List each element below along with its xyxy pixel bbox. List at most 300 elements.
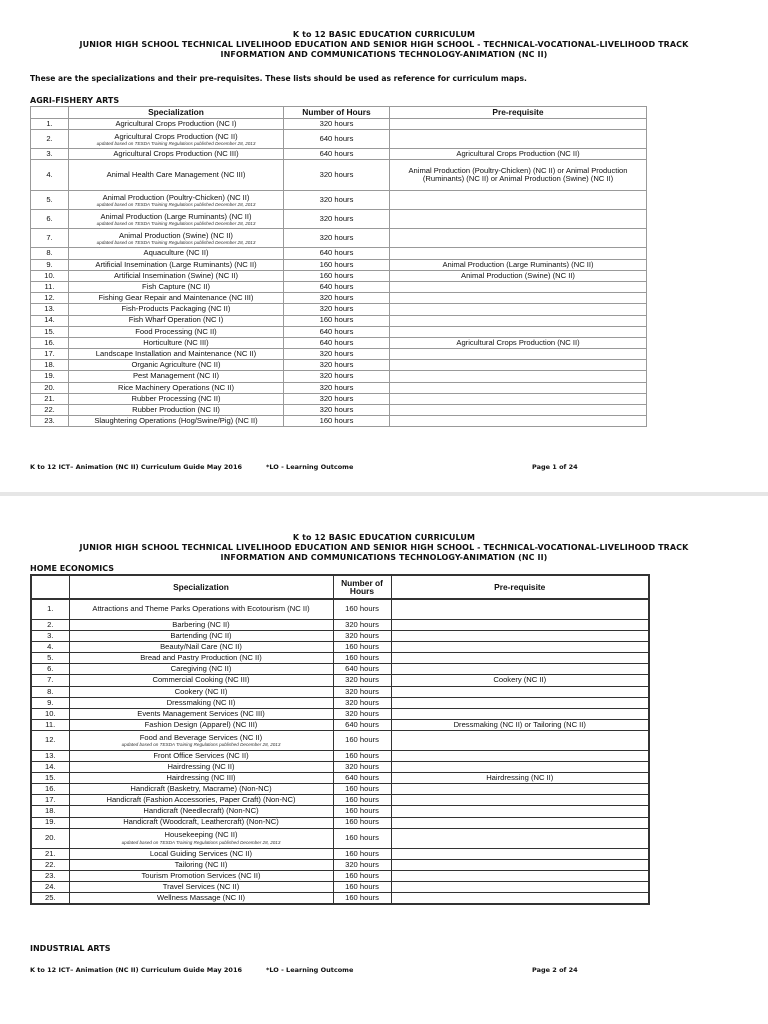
header-line-2: JUNIOR HIGH SCHOOL TECHNICAL LIVELIHOOD EDUCATION AND SENIOR HIGH SCHOOL - TECHNICAL-VOCATIONAL-LIVELIHOOD TRACK	[79, 543, 689, 552]
specialization-cell	[69, 382, 284, 393]
prereq-cell	[391, 686, 649, 697]
table-row	[31, 806, 649, 817]
specialization-cell	[69, 881, 333, 892]
specialization-name: Fish Wharf Operation (NC I)	[128, 315, 224, 325]
specialization-cell	[69, 750, 333, 761]
specialization-cell	[69, 719, 333, 730]
hours-cell: 160 hours	[284, 259, 390, 270]
table-row	[31, 293, 647, 304]
specialization-cell	[69, 371, 284, 382]
prereq-cell	[391, 642, 649, 653]
specialization-name: Hairdressing (NC III)	[166, 773, 236, 783]
prereq-cell	[390, 416, 647, 427]
table-row	[31, 848, 649, 859]
prereq-cell: Agricultural Crops Production (NC II)	[390, 337, 647, 348]
row-number: 17.	[31, 349, 69, 360]
home-table	[30, 574, 650, 905]
row-number: 12.	[31, 293, 69, 304]
hours-cell: 160 hours	[333, 730, 391, 750]
hours-cell: 640 hours	[284, 326, 390, 337]
specialization-name: Dressmaking (NC II)	[166, 697, 236, 707]
table-row	[31, 371, 647, 382]
table-row	[31, 349, 647, 360]
table-row	[31, 784, 649, 795]
table-row	[31, 773, 649, 784]
table-row	[31, 795, 649, 806]
specialization-name: Food Processing (NC II)	[135, 326, 217, 336]
table-row	[31, 149, 647, 160]
row-number: 13.	[31, 304, 69, 315]
specialization-cell	[69, 708, 333, 719]
specialization-cell	[69, 828, 333, 848]
specialization-cell	[69, 337, 284, 348]
prereq-cell	[390, 371, 647, 382]
prereq-cell	[390, 281, 647, 292]
specialization-name: Rubber Processing (NC II)	[131, 393, 221, 403]
hours-cell: 160 hours	[333, 795, 391, 806]
prereq-cell	[390, 248, 647, 259]
table-row	[31, 259, 647, 270]
row-number: 12.	[31, 730, 69, 750]
hours-cell: 320 hours	[284, 119, 390, 130]
row-number: 20.	[31, 382, 69, 393]
row-number: 11.	[31, 719, 69, 730]
specialization-name: Fish-Products Packaging (NC II)	[121, 304, 231, 314]
prereq-cell	[390, 130, 647, 149]
hours-cell: 320 hours	[284, 229, 390, 248]
row-number: 16.	[31, 784, 69, 795]
hours-cell: 320 hours	[284, 405, 390, 416]
hours-cell: 640 hours	[284, 149, 390, 160]
footer-guide-1: K to 12 ICT– Animation (NC II) Curriculum Guide May 2016	[30, 463, 242, 471]
specialization-cell	[69, 270, 284, 281]
table-row	[31, 828, 649, 848]
prereq-cell	[390, 210, 647, 229]
page-1	[0, 0, 768, 496]
prereq-cell	[391, 599, 649, 620]
specialization-cell	[69, 686, 333, 697]
specialization-name: Handicraft (Basketry, Macrame) (Non-NC)	[130, 784, 272, 794]
table-row	[31, 870, 649, 881]
table-row	[31, 360, 647, 371]
hours-cell: 160 hours	[333, 653, 391, 664]
specialization-cell	[69, 859, 333, 870]
table-row	[31, 675, 649, 686]
specialization-name: Artificial Insemination (Swine) (NC II)	[113, 270, 239, 280]
hours-cell: 320 hours	[284, 382, 390, 393]
table-row	[31, 686, 649, 697]
row-number: 6.	[31, 664, 69, 675]
prereq-cell	[390, 304, 647, 315]
hours-cell: 320 hours	[284, 349, 390, 360]
col-prereq: Pre-requisite	[390, 107, 647, 119]
specialization-cell	[69, 730, 333, 750]
table-row	[31, 337, 647, 348]
specialization-name: Landscape Installation and Maintenance (NC II)	[95, 349, 257, 359]
hours-cell: 160 hours	[284, 416, 390, 427]
prereq-cell: Hairdressing (NC II)	[391, 773, 649, 784]
prereq-cell	[391, 762, 649, 773]
footer-page-1: Page 1 of 24	[532, 463, 578, 471]
row-number: 3.	[31, 149, 69, 160]
specialization-name: Animal Production (Large Ruminants) (NC II)	[100, 211, 252, 221]
specialization-cell	[69, 119, 284, 130]
specialization-cell	[69, 160, 284, 191]
row-number: 1.	[31, 599, 69, 620]
col-prereq: Pre-requisite	[391, 575, 649, 599]
hours-cell: 160 hours	[333, 784, 391, 795]
specialization-cell	[69, 773, 333, 784]
row-number: 17.	[31, 795, 69, 806]
row-number: 13.	[31, 750, 69, 761]
specialization-cell	[69, 326, 284, 337]
row-number: 2.	[31, 130, 69, 149]
specialization-name: Food and Beverage Services (NC II)	[139, 732, 263, 742]
row-number: 8.	[31, 248, 69, 259]
specialization-name: Agricultural Crops Production (NC I)	[115, 118, 237, 128]
prereq-cell	[390, 229, 647, 248]
row-number: 22.	[31, 859, 69, 870]
table-row	[31, 653, 649, 664]
specialization-cell	[69, 349, 284, 360]
specialization-cell	[69, 642, 333, 653]
table-row	[31, 405, 647, 416]
table-row	[31, 210, 647, 229]
specialization-cell	[69, 191, 284, 210]
specialization-name: Aquaculture (NC II)	[143, 248, 209, 258]
row-number: 9.	[31, 259, 69, 270]
prereq-cell	[391, 870, 649, 881]
row-number: 7.	[31, 675, 69, 686]
specialization-name: Animal Health Care Management (NC III)	[106, 170, 246, 180]
specialization-cell	[69, 149, 284, 160]
hours-cell: 320 hours	[333, 675, 391, 686]
header-line-1: K to 12 BASIC EDUCATION CURRICULUM	[292, 533, 476, 542]
specialization-name: Caregiving (NC II)	[170, 664, 232, 674]
table-row	[31, 382, 647, 393]
table-row	[31, 130, 647, 149]
row-number: 18.	[31, 360, 69, 371]
prereq-cell	[391, 817, 649, 828]
table-row	[31, 270, 647, 281]
specialization-name: Bread and Pastry Production (NC II)	[140, 653, 262, 663]
specialization-name: Tailoring (NC II)	[174, 859, 228, 869]
prereq-cell	[391, 892, 649, 904]
header-line-1: K to 12 BASIC EDUCATION CURRICULUM	[292, 30, 476, 39]
specialization-cell	[69, 697, 333, 708]
table-row	[31, 191, 647, 210]
specialization-name: Wellness Massage (NC II)	[156, 892, 246, 902]
update-note: updated based on TESDA Training Regulations published December 28, 2013	[121, 839, 281, 845]
prereq-cell	[391, 664, 649, 675]
hours-cell: 160 hours	[333, 642, 391, 653]
row-number: 23.	[31, 416, 69, 427]
table-row	[31, 664, 649, 675]
hours-cell: 320 hours	[284, 293, 390, 304]
table-row	[31, 620, 649, 631]
specialization-cell	[69, 870, 333, 881]
hours-cell: 320 hours	[333, 762, 391, 773]
row-number: 25.	[31, 892, 69, 904]
hours-cell: 640 hours	[284, 248, 390, 259]
specialization-name: Events Management Services (NC III)	[137, 708, 265, 718]
specialization-name: Cookery (NC II)	[174, 686, 228, 696]
hours-cell: 320 hours	[333, 686, 391, 697]
footer-page-2: Page 2 of 24	[532, 966, 578, 974]
prereq-cell	[391, 881, 649, 892]
update-note: updated based on TESDA Training Regulations published December 28, 2013	[121, 742, 281, 748]
row-number: 10.	[31, 708, 69, 719]
specialization-name: Fishing Gear Repair and Maintenance (NC III)	[98, 293, 254, 303]
prereq-cell	[390, 191, 647, 210]
specialization-cell	[69, 405, 284, 416]
specialization-name: Agricultural Crops Production (NC II)	[114, 131, 238, 141]
specialization-cell	[69, 664, 333, 675]
hours-cell: 160 hours	[284, 315, 390, 326]
row-number: 8.	[31, 686, 69, 697]
row-number: 14.	[31, 315, 69, 326]
prereq-cell: Animal Production (Large Ruminants) (NC II)	[390, 259, 647, 270]
specialization-name: Artificial Insemination (Large Ruminants) (NC II)	[95, 259, 257, 269]
hours-cell: 320 hours	[284, 210, 390, 229]
prereq-cell	[390, 293, 647, 304]
prereq-cell	[391, 795, 649, 806]
specialization-name: Fish Capture (NC II)	[142, 281, 210, 291]
specialization-name: Beauty/Nail Care (NC II)	[160, 642, 242, 652]
hours-cell: 640 hours	[284, 281, 390, 292]
row-number: 24.	[31, 881, 69, 892]
specialization-name: Handicraft (Woodcraft, Leathercraft) (Non-NC)	[123, 817, 279, 827]
prereq-cell	[391, 697, 649, 708]
table-row	[31, 160, 647, 191]
table-row	[31, 719, 649, 730]
specialization-cell	[69, 393, 284, 404]
prereq-cell	[390, 349, 647, 360]
specialization-cell	[69, 281, 284, 292]
prereq-cell	[390, 405, 647, 416]
prereq-cell: Cookery (NC II)	[391, 675, 649, 686]
prereq-cell	[391, 631, 649, 642]
prereq-cell	[391, 784, 649, 795]
specialization-cell	[69, 848, 333, 859]
hours-cell: 320 hours	[333, 697, 391, 708]
specialization-cell	[69, 784, 333, 795]
table-row	[31, 750, 649, 761]
prereq-cell	[390, 315, 647, 326]
update-note: updated based on TESDA Training Regulations published December 28, 2013	[96, 201, 256, 207]
hours-cell: 320 hours	[284, 393, 390, 404]
row-number: 21.	[31, 393, 69, 404]
document-header-2	[0, 533, 768, 563]
specialization-cell	[69, 631, 333, 642]
specialization-name: Commercial Cooking (NC III)	[152, 675, 250, 685]
prereq-cell	[391, 708, 649, 719]
table-row	[31, 416, 647, 427]
row-number: 19.	[31, 817, 69, 828]
prereq-cell	[390, 326, 647, 337]
row-number: 10.	[31, 270, 69, 281]
specialization-name: Travel Services (NC II)	[162, 881, 240, 891]
table-row	[31, 248, 647, 259]
prereq-cell	[390, 382, 647, 393]
hours-cell: 320 hours	[284, 160, 390, 191]
prereq-cell	[390, 393, 647, 404]
hours-cell: 320 hours	[333, 708, 391, 719]
hours-cell: 160 hours	[333, 892, 391, 904]
row-number: 15.	[31, 773, 69, 784]
specialization-cell	[69, 130, 284, 149]
specialization-cell	[69, 248, 284, 259]
prereq-cell	[391, 859, 649, 870]
row-number: 19.	[31, 371, 69, 382]
table-row	[31, 708, 649, 719]
table-row	[31, 281, 647, 292]
hours-cell: 640 hours	[333, 719, 391, 730]
specialization-name: Horticulture (NC III)	[143, 337, 209, 347]
table-row	[31, 881, 649, 892]
table-row	[31, 697, 649, 708]
footer-guide-2: K to 12 ICT– Animation (NC II) Curriculum Guide May 2016	[30, 966, 242, 974]
row-number: 7.	[31, 229, 69, 248]
prereq-cell	[391, 806, 649, 817]
section-title-home: HOME ECONOMICS	[30, 564, 115, 573]
prereq-cell	[391, 620, 649, 631]
document-header	[0, 30, 768, 60]
row-number: 4.	[31, 642, 69, 653]
hours-cell: 640 hours	[284, 337, 390, 348]
table-row	[31, 730, 649, 750]
table-row	[31, 642, 649, 653]
hours-cell: 160 hours	[333, 828, 391, 848]
prereq-cell: Dressmaking (NC II) or Tailoring (NC II)	[391, 719, 649, 730]
specialization-name: Attractions and Theme Parks Operations with Ecotourism (NC II)	[92, 604, 310, 614]
specialization-cell	[69, 892, 333, 904]
specialization-cell	[69, 762, 333, 773]
prereq-cell: Animal Production (Poultry-Chicken) (NC II) or Animal Production (Ruminants) (NC II) or Animal Production (Swine) (NC II)	[390, 160, 647, 191]
table-row	[31, 859, 649, 870]
hours-cell: 320 hours	[284, 304, 390, 315]
row-number: 11.	[31, 281, 69, 292]
prereq-cell	[390, 360, 647, 371]
specialization-cell	[69, 675, 333, 686]
prereq-cell	[391, 848, 649, 859]
prereq-cell	[390, 119, 647, 130]
prereq-cell: Animal Production (Swine) (NC II)	[390, 270, 647, 281]
col-specialization: Specialization	[69, 575, 333, 599]
row-number: 18.	[31, 806, 69, 817]
update-note: updated based on TESDA Training Regulations published December 28, 2013	[96, 140, 256, 146]
table-row	[31, 326, 647, 337]
row-number: 1.	[31, 119, 69, 130]
row-number: 23.	[31, 870, 69, 881]
specialization-cell	[69, 620, 333, 631]
specialization-name: Front Office Services (NC II)	[153, 750, 249, 760]
specialization-name: Housekeeping (NC II)	[164, 830, 238, 840]
hours-cell: 320 hours	[333, 859, 391, 870]
specialization-name: Rubber Production (NC II)	[132, 404, 220, 414]
specialization-cell	[69, 653, 333, 664]
specialization-cell	[69, 795, 333, 806]
prereq-cell	[391, 828, 649, 848]
header-line-2: JUNIOR HIGH SCHOOL TECHNICAL LIVELIHOOD EDUCATION AND SENIOR HIGH SCHOOL - TECHNICAL-VOCATIONAL-LIVELIHOOD TRACK	[79, 40, 689, 49]
specialization-cell	[69, 599, 333, 620]
col-specialization: Specialization	[69, 107, 284, 119]
prereq-cell: Agricultural Crops Production (NC II)	[390, 149, 647, 160]
hours-cell: 640 hours	[284, 130, 390, 149]
footer-lo-1: *LO - Learning Outcome	[266, 463, 354, 471]
specialization-cell	[69, 360, 284, 371]
specialization-name: Fashion Design (Apparel) (NC III)	[144, 719, 258, 729]
row-number: 5.	[31, 191, 69, 210]
specialization-cell	[69, 304, 284, 315]
table-row	[31, 304, 647, 315]
intro-text: These are the specializations and their pre-requisites. These lists should be used as reference for curriculum maps.	[30, 74, 527, 83]
hours-cell: 160 hours	[333, 817, 391, 828]
update-note: updated based on TESDA Training Regulations published December 28, 2013	[96, 220, 256, 226]
hours-cell: 320 hours	[333, 631, 391, 642]
footer-lo-2: *LO - Learning Outcome	[266, 966, 354, 974]
row-number: 21.	[31, 848, 69, 859]
specialization-name: Agricultural Crops Production (NC III)	[113, 149, 239, 159]
specialization-name: Pest Management (NC II)	[132, 371, 220, 381]
hours-cell: 640 hours	[333, 773, 391, 784]
row-number: 14.	[31, 762, 69, 773]
hours-cell: 160 hours	[284, 270, 390, 281]
specialization-name: Organic Agriculture (NC II)	[131, 360, 221, 370]
specialization-cell	[69, 259, 284, 270]
specialization-name: Hairdressing (NC II)	[167, 761, 235, 771]
specialization-name: Animal Production (Poultry-Chicken) (NC II)	[102, 192, 250, 202]
specialization-cell	[69, 293, 284, 304]
header-line-3: INFORMATION AND COMMUNICATIONS TECHNOLOGY-ANIMATION (NC II)	[220, 50, 548, 59]
agri-table	[30, 106, 647, 427]
hours-cell: 320 hours	[284, 191, 390, 210]
specialization-name: Rice Machinery Operations (NC II)	[117, 382, 235, 392]
specialization-cell	[69, 817, 333, 828]
table-row	[31, 229, 647, 248]
table-row	[31, 119, 647, 130]
specialization-name: Slaughtering Operations (Hog/Swine/Pig) (NC II)	[94, 416, 258, 426]
specialization-name: Handicraft (Fashion Accessories, Paper Craft) (Non-NC)	[106, 795, 296, 805]
row-number: 20.	[31, 828, 69, 848]
hours-cell: 160 hours	[333, 870, 391, 881]
row-number: 6.	[31, 210, 69, 229]
hours-cell: 160 hours	[333, 848, 391, 859]
table-row	[31, 631, 649, 642]
row-number: 3.	[31, 631, 69, 642]
specialization-name: Animal Production (Swine) (NC II)	[119, 230, 233, 240]
specialization-name: Tourism Promotion Services (NC II)	[141, 870, 261, 880]
specialization-name: Bartending (NC II)	[170, 631, 232, 641]
row-number: 5.	[31, 653, 69, 664]
specialization-cell	[69, 210, 284, 229]
section-title-industrial: INDUSTRIAL ARTS	[30, 944, 111, 953]
hours-cell: 160 hours	[333, 806, 391, 817]
header-line-3: INFORMATION AND COMMUNICATIONS TECHNOLOGY-ANIMATION (NC II)	[220, 553, 548, 562]
hours-cell: 160 hours	[333, 881, 391, 892]
section-title-agri: AGRI-FISHERY ARTS	[30, 96, 120, 105]
update-note: updated based on TESDA Training Regulations published December 28, 2013	[96, 239, 256, 245]
page-2	[0, 496, 768, 1024]
specialization-cell	[69, 416, 284, 427]
table-row	[31, 315, 647, 326]
table-row	[31, 817, 649, 828]
specialization-name: Local Guiding Services (NC II)	[149, 848, 253, 858]
hours-cell: 320 hours	[333, 620, 391, 631]
hours-cell: 160 hours	[333, 750, 391, 761]
col-hours: Number of Hours	[333, 575, 391, 599]
row-number: 16.	[31, 337, 69, 348]
